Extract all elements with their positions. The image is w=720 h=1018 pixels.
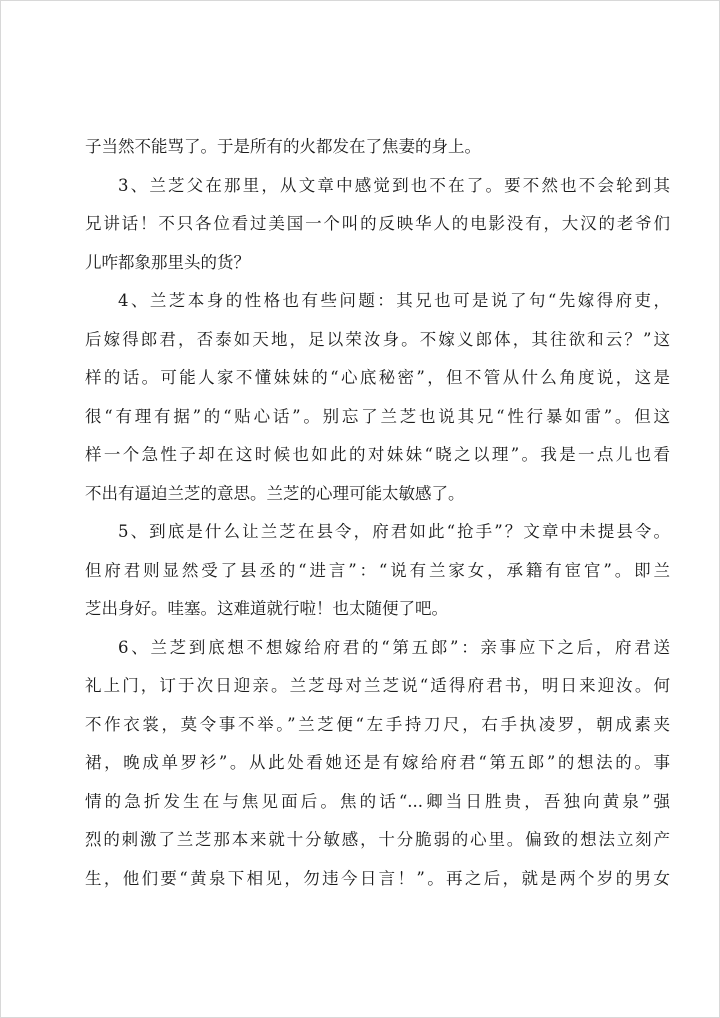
text-line: 裙，晚成单罗衫”。从此处看她还是有嫁给府君“第五郎”的想法的。事 <box>85 753 670 772</box>
text-line: 3、兰芝父在那里，从文章中感觉到也不在了。要不然也不会轮到其 <box>118 175 670 195</box>
text-line: 样一个急性子却在这时候也如此的对妹妹“晓之以理”。我是一点儿也看 <box>85 445 670 464</box>
document-body <box>85 128 670 898</box>
paragraph <box>85 513 670 629</box>
text-line: 情的急折发生在与焦见面后。焦的话“...卿当日胜贵，吾独向黄泉”强 <box>85 791 670 811</box>
text-line: 生，他们要“黄泉下相见，勿违今日言！”。再之后，就是两个岁的男女 <box>85 868 670 888</box>
text-line: 不作衣裳，莫令事不举。”兰芝便“左手持刀尺，右手执凌罗，朝成素夹 <box>85 714 670 734</box>
text-line: 兄讲话！不只各位看过美国一个叫的反映华人的电影没有，大汉的老爷们 <box>85 214 670 233</box>
text-line: 后嫁得郎君，否泰如天地，足以荣汝身。不嫁义郎体，其往欲和云？”这 <box>85 329 670 349</box>
paragraph <box>85 282 670 513</box>
paragraph <box>85 167 670 283</box>
text-line: 5、到底是什么让兰芝在县令，府君如此“抢手”？文章中未提县令。 <box>118 522 670 541</box>
text-line: 礼上门，订于次日迎亲。兰芝母对兰芝说“适得府君书，明日来迎汝。何 <box>85 676 670 695</box>
text-line: 6、兰芝到底想不想嫁给府君的“第五郎”：亲事应下之后，府君送 <box>118 637 670 657</box>
text-line: 不出有逼迫兰芝的意思。兰芝的心理可能太敏感了。 <box>85 483 465 503</box>
text-line: 芝出身好。哇塞。这难道就行啦！也太随便了吧。 <box>85 599 448 618</box>
text-line: 样的话。可能人家不懂妹妹的“心底秘密”，但不管从什么角度说，这是 <box>85 368 670 387</box>
text-line: 但府君则显然受了县丞的“进言”：“说有兰家女，承籍有宦官”。即兰 <box>85 560 670 580</box>
text-line: 很“有理有据”的“贴心话”。别忘了兰芝也说其兄“性行暴如雷”。但这 <box>85 406 670 426</box>
paragraph <box>85 629 670 899</box>
text-line: 4、兰芝本身的性格也有些问题：其兄也可是说了句“先嫁得府吏， <box>118 291 670 310</box>
text-line: 儿咋都象那里头的货？ <box>85 252 250 272</box>
text-line: 子当然不能骂了。于是所有的火都发在了焦妻的身上。 <box>85 137 481 156</box>
paragraph <box>85 128 670 167</box>
text-line: 烈的刺激了兰芝那本来就十分敏感，十分脆弱的心里。偏致的想法立刻产 <box>85 830 670 849</box>
